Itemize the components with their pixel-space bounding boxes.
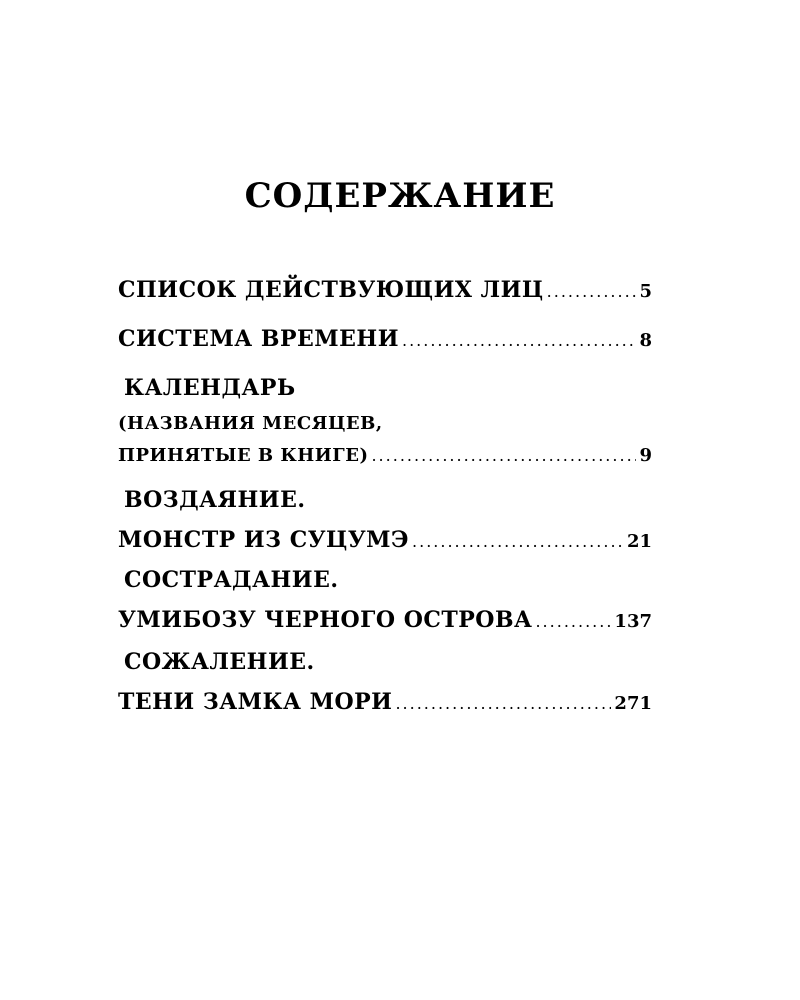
toc-entry-title: СПИСОК ДЕЙСТВУЮЩИХ ЛИЦ [118,277,544,303]
toc-page-number: 137 [614,611,652,632]
toc-entry-title: СИСТЕМА ВРЕМЕНИ [118,326,399,352]
toc-entry[interactable] [118,319,652,361]
toc-entry-title: СОЖАЛЕНИЕ. [124,649,315,675]
dot-leader [402,321,636,361]
toc-entry[interactable] [118,480,652,562]
toc-entry-title: СОСТРАДАНИЕ. [124,567,339,593]
dot-leader [535,602,611,642]
dot-leader [395,684,611,724]
toc-page-number: 9 [639,445,652,466]
toc-page-number: 8 [639,330,652,351]
toc-entry[interactable] [118,642,652,724]
dot-leader [412,522,624,562]
dot-leader [547,272,637,312]
toc-page-number: 271 [614,693,652,714]
toc-entry-subtitle: УМИБОЗУ ЧЕРНОГО ОСТРОВА [118,607,533,633]
toc-page-number: 5 [639,281,652,302]
toc-entry-subtitle: МОНСТР ИЗ СУЦУМЭ [118,527,410,553]
page-title: СОДЕРЖАНИЕ [244,176,556,216]
toc-entry[interactable] [118,270,652,312]
toc-entry-subtitle: ТЕНИ ЗАМКА МОРИ [118,689,393,715]
toc-entry-title: КАЛЕНДАРЬ [124,375,296,401]
toc-entry[interactable] [118,368,652,472]
toc-entry-subtitle: ПРИНЯТЫЕ В КНИГЕ) [118,445,369,466]
toc-page-number: 21 [626,531,652,552]
toc-entry-subtitle: (НАЗВАНИЯ МЕСЯЦЕВ, [118,413,383,434]
dot-leader [371,440,636,472]
toc-entry-title: ВОЗДАЯНИЕ. [124,487,306,513]
toc-entry[interactable] [118,560,652,642]
